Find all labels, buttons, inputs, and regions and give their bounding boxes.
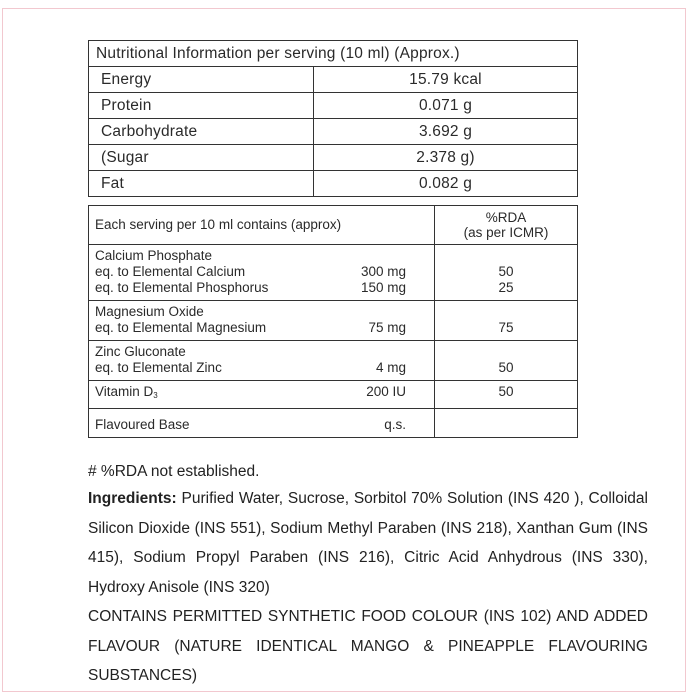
ingredient-amount: 4 mg — [375, 360, 406, 375]
zinc-rda — [435, 341, 578, 381]
ingredients-paragraph — [88, 484, 648, 602]
table-row — [89, 119, 578, 145]
table-row — [89, 145, 578, 171]
base-rda — [435, 409, 578, 438]
table-row — [89, 67, 578, 93]
ingredient-amount: 150 mg — [360, 280, 406, 295]
table-row — [89, 245, 578, 301]
ingredients-label: Ingredients: — [88, 490, 177, 507]
ingredient-eq: eq. to Elemental Zinc — [95, 360, 222, 375]
ingredients-text: Purified Water, Sucrose, Sorbitol 70% Solution (INS 420 ), Colloidal Silicon Dioxide (INS 551), Sodium Methyl Paraben (INS 218), Xanthan Gum (INS 415), Sodium Propyl Paraben (INS 216), Citric Acid Anhydrous (INS 330), Hydroxy Anisole (INS 320) — [88, 490, 648, 596]
rda-header-title: %RDA — [485, 210, 527, 225]
nutrient-value: 0.082 g — [314, 171, 578, 197]
rda-header-source: (as per ICMR) — [463, 225, 549, 240]
ingredient-amount: 200 IU — [366, 384, 406, 399]
ingredient-title: Vitamin D — [95, 384, 154, 399]
rda-value: 50 — [498, 384, 514, 399]
composition-table — [88, 205, 578, 438]
ingredient-title: Flavoured Base — [95, 417, 190, 432]
rda-value: 50 — [498, 264, 514, 279]
ingredient-amount: 75 mg — [368, 320, 406, 335]
calcium-rda — [435, 245, 578, 301]
table-row — [89, 206, 578, 245]
ingredient-eq: eq. to Elemental Calcium — [95, 264, 246, 279]
base-cell — [89, 409, 435, 438]
ingredient-amount: q.s. — [384, 417, 406, 432]
table-row — [89, 93, 578, 119]
ingredient-title: Magnesium Oxide — [95, 304, 204, 319]
vitamin-rda — [435, 381, 578, 409]
table-row — [89, 341, 578, 381]
ingredient-amount: 300 mg — [360, 264, 406, 279]
ingredient-eq: eq. to Elemental Magnesium — [95, 320, 267, 335]
nutrient-label: Energy — [89, 67, 314, 93]
colour-flavour-statement: CONTAINS PERMITTED SYNTHETIC FOOD COLOUR (INS 102) AND ADDED FLAVOUR (NATURE IDENTICAL MANGO & PINEAPPLE FLAVOURING SUBSTANCES) — [88, 608, 648, 684]
composition-header: Each serving per 10 ml contains (approx) — [89, 206, 435, 245]
table-row — [89, 409, 578, 438]
label-notes — [88, 460, 648, 691]
rda-value: 50 — [498, 360, 514, 375]
magnesium-cell — [89, 301, 435, 341]
table-row — [89, 301, 578, 341]
vitamin-subscript: 3 — [153, 391, 158, 400]
nutrient-value: 15.79 kcal — [314, 67, 578, 93]
nutrient-label: Carbohydrate — [89, 119, 314, 145]
nutrition-table — [88, 40, 578, 197]
ingredient-eq: eq. to Elemental Phosphorus — [95, 280, 269, 295]
nutrient-value: 0.071 g — [314, 93, 578, 119]
table-row — [89, 171, 578, 197]
table-row — [89, 381, 578, 409]
nutrient-label: Protein — [89, 93, 314, 119]
rda-value: 25 — [498, 280, 514, 295]
rda-value: 75 — [498, 320, 514, 335]
vitamin-cell — [89, 381, 435, 409]
nutrient-value: 2.378 g) — [314, 145, 578, 171]
rda-header — [435, 206, 578, 245]
calcium-cell — [89, 245, 435, 301]
rda-note: # %RDA not established. — [88, 463, 260, 480]
nutrition-header: Nutritional Information per serving (10 ml) (Approx.) — [89, 41, 578, 67]
nutrient-value: 3.692 g — [314, 119, 578, 145]
nutrient-label: Fat — [89, 171, 314, 197]
zinc-cell — [89, 341, 435, 381]
ingredient-title: Zinc Gluconate — [95, 344, 186, 359]
magnesium-rda — [435, 301, 578, 341]
nutrient-label: (Sugar — [89, 145, 314, 171]
ingredient-title: Calcium Phosphate — [95, 248, 213, 263]
